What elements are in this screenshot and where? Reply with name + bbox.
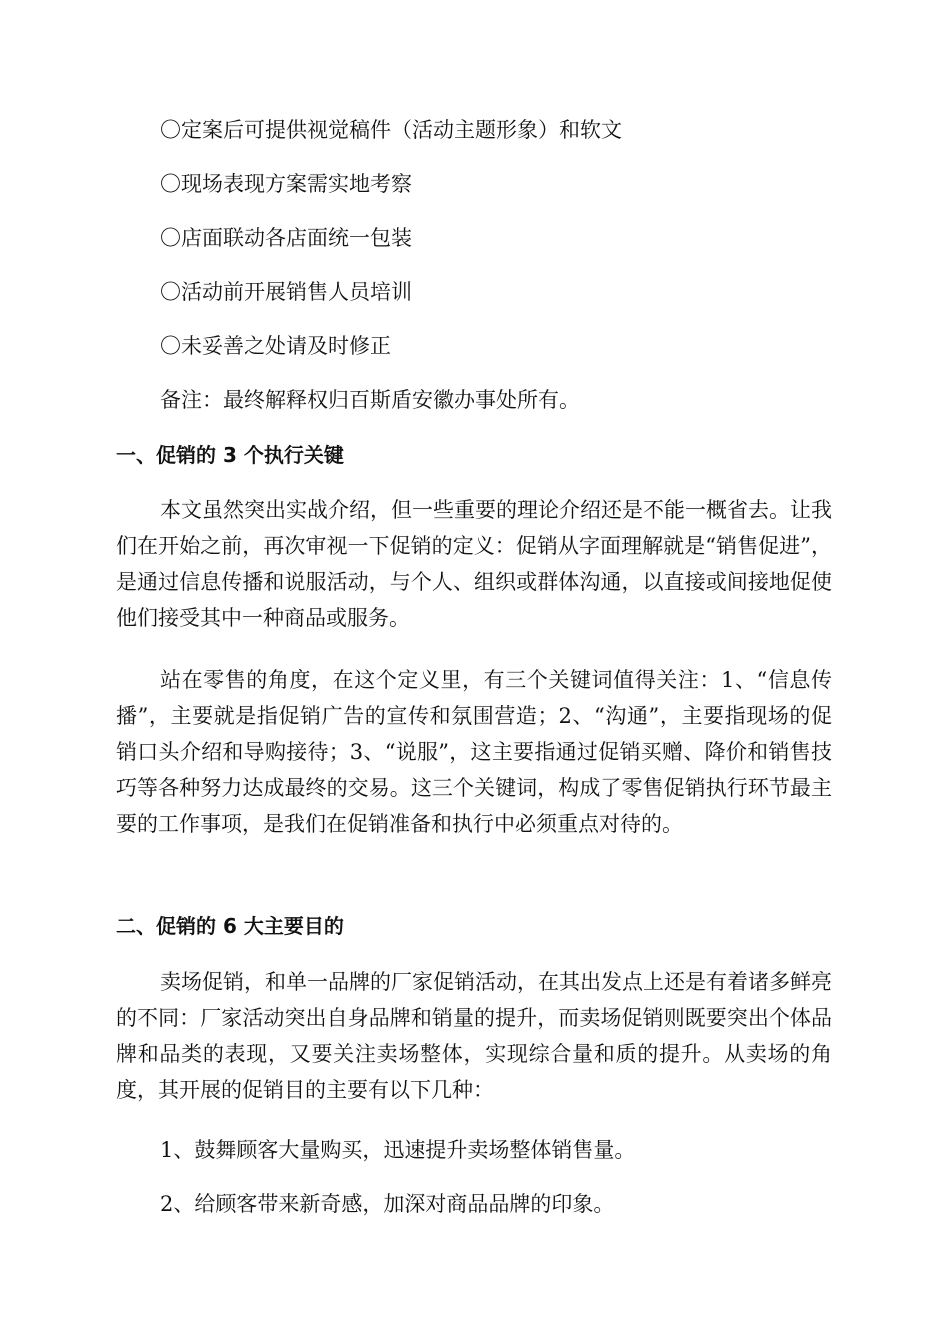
bullet-item: 〇活动前开展销售人员培训 (160, 280, 412, 304)
remark-note: 备注：最终解释权归百斯盾安徽办事处所有。 (160, 388, 580, 412)
section1-paragraph-1: 本文虽然突出实战介绍，但一些重要的理论介绍还是不能一概省去。让我们在开始之前，再次审视一下促销的定义：促销从字面理解就是“销售促进”，是通过信息传播和说服活动，与个人、组织或群体沟通，以直接或间接地促使他们接受其中一种商品或服务。 (116, 498, 832, 630)
bullet-item: 〇未妥善之处请及时修正 (160, 334, 391, 358)
section2-paragraph-1: 卖场促销，和单一品牌的厂家促销活动，在其出发点上还是有着诸多鲜亮的不同：厂家活动突出自身品牌和销量的提升，而卖场促销则既要突出个体品牌和品类的表现，又要关注卖场整体，实现综合量和质的提升。从卖场的角度，其开展的促销目的主要有以下几种： (116, 970, 832, 1102)
bullet-item: 〇店面联动各店面统一包装 (160, 226, 412, 250)
section-heading-1: 一、促销的 3 个执行关键 (116, 443, 344, 467)
section-heading-2: 二、促销的 6 大主要目的 (116, 914, 344, 938)
list-item: 2、给顾客带来新奇感，加深对商品品牌的印象。 (160, 1192, 615, 1216)
bullet-item: 〇定案后可提供视觉稿件（活动主题形象）和软文 (160, 118, 622, 142)
bullet-item: 〇现场表现方案需实地考察 (160, 172, 412, 196)
list-item: 1、鼓舞顾客大量购买，迅速提升卖场整体销售量。 (160, 1138, 636, 1162)
section1-paragraph-2: 站在零售的角度，在这个定义里，有三个关键词值得关注：1、“信息传播”，主要就是指促销广告的宣传和氛围营造；2、“沟通”，主要指现场的促销口头介绍和导购接待；3、“说服”，这主要指通过促销买赠、降价和销售技巧等各种努力达成最终的交易。这三个关键词，构成了零售促销执行环节最主要的工作事项，是我们在促销准备和执行中必须重点对待的。 (116, 668, 832, 836)
